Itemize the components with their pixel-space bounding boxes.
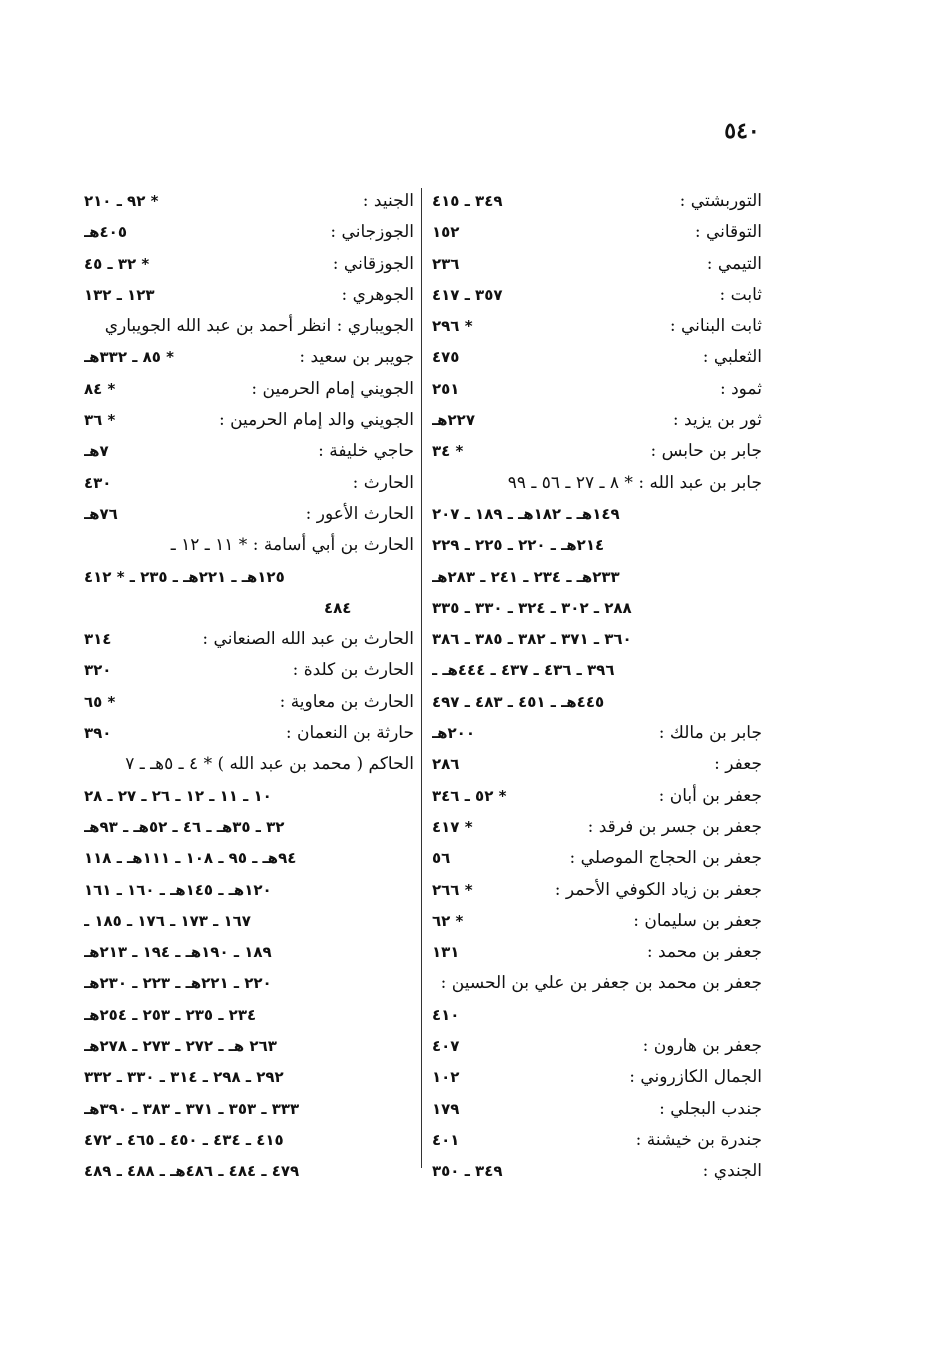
entry-name: جعفر بن محمد بن جعفر بن علي بن الحسين : bbox=[440, 973, 762, 994]
entry-pages: * ٨٤ bbox=[84, 379, 116, 398]
index-entry bbox=[84, 843, 414, 874]
entry-name: جابر بن عبد الله : * ٨ ـ ٢٧ ـ ٥٦ ـ ٩٩ bbox=[507, 472, 762, 493]
index-entry bbox=[432, 311, 762, 342]
entry-pages: * ٢٩٦ bbox=[432, 317, 473, 336]
entry-pages: ٤٨٤ bbox=[324, 598, 352, 617]
entry-name: جعفر بن زياد الكوفي الأحمر : bbox=[554, 879, 762, 900]
index-entry bbox=[432, 186, 762, 217]
index-entry bbox=[84, 1125, 414, 1156]
entry-name: جابر بن مالك : bbox=[658, 723, 762, 744]
entry-pages: * ٤١٧ bbox=[432, 817, 473, 836]
index-entry bbox=[432, 812, 762, 843]
index-entry bbox=[432, 405, 762, 436]
index-entry bbox=[432, 1000, 762, 1031]
index-entry bbox=[84, 749, 414, 780]
entry-pages: * ٣٦ bbox=[84, 411, 116, 430]
entry-pages: ٧٦هـ bbox=[84, 504, 118, 523]
entry-pages: ١٢٥هـ ـ ٢٢١هـ ـ ٢٣٥ ـ * ٤١٢ bbox=[84, 567, 285, 586]
entry-pages: ٢٣٦ bbox=[432, 254, 460, 273]
index-entry bbox=[432, 843, 762, 874]
entry-pages: ٣١٤ bbox=[84, 630, 112, 649]
entry-name: الحارث بن كلدة : bbox=[292, 660, 414, 681]
entry-pages: ٩٤هـ ـ ٩٥ ـ ١٠٨ ـ ١١١هـ ـ ١١٨ bbox=[84, 849, 297, 868]
entry-pages: ٤٠٥هـ bbox=[84, 223, 127, 242]
entry-name: التوربشتي : bbox=[679, 191, 762, 211]
entry-pages: ٢٦٣ هـ ـ ٢٧٢ ـ ٢٧٣ ـ ٢٧٨هـ bbox=[84, 1037, 277, 1056]
index-entry bbox=[84, 1031, 414, 1062]
entry-pages: * ٣٢ ـ ٤٥ bbox=[84, 254, 150, 273]
index-entry bbox=[84, 499, 414, 530]
index-entry bbox=[84, 812, 414, 843]
entry-name: الجنيد : bbox=[362, 191, 414, 211]
index-entry bbox=[84, 906, 414, 937]
entry-name: جعفر بن الحجاج الموصلي : bbox=[569, 848, 762, 869]
entry-name: ثمود : bbox=[719, 378, 762, 399]
index-entry bbox=[84, 875, 414, 906]
index-entry bbox=[84, 249, 414, 280]
index-entry bbox=[432, 1156, 762, 1187]
entry-name: حاجي خليفة : bbox=[318, 441, 414, 462]
entry-name: حارثة بن النعمان : bbox=[285, 723, 414, 744]
entry-pages: ٣٩٠ bbox=[84, 724, 112, 743]
index-entry bbox=[432, 499, 762, 530]
entry-name: الجوهري : bbox=[341, 284, 414, 305]
entry-name: جندب البجلي : bbox=[659, 1098, 762, 1119]
index-entry bbox=[84, 562, 414, 593]
index-entry bbox=[432, 655, 762, 686]
index-entry bbox=[432, 593, 762, 624]
entry-pages: ٢٩٢ ـ ٢٩٨ ـ ٣١٤ ـ ٣٣٠ ـ ٣٣٢ bbox=[84, 1068, 284, 1087]
entry-name: الحارث الأعور : bbox=[305, 503, 414, 524]
entry-name: الجمال الكازروني : bbox=[629, 1067, 762, 1088]
index-entry bbox=[432, 875, 762, 906]
index-entry bbox=[84, 280, 414, 311]
index-entry bbox=[432, 249, 762, 280]
entry-pages: ٤٤٥هـ ـ ٤٥١ ـ ٤٨٣ ـ ٤٩٧ bbox=[432, 692, 605, 711]
entry-pages: ٢٠٠هـ bbox=[432, 724, 475, 743]
entry-pages: ٣٣٣ ـ ٣٥٣ ـ ٣٧١ ـ ٣٨٣ ـ ٣٩٠هـ bbox=[84, 1099, 300, 1118]
index-entry bbox=[432, 1125, 762, 1156]
entry-pages: ٤١٥ ـ ٤٣٤ ـ ٤٥٠ ـ ٤٦٥ ـ ٤٧٢ bbox=[84, 1130, 284, 1149]
index-entry bbox=[432, 718, 762, 749]
entry-name: جعفر بن هارون : bbox=[642, 1036, 762, 1057]
index-entry bbox=[84, 530, 414, 561]
entry-name: جعفر بن أبان : bbox=[658, 785, 762, 806]
index-entry bbox=[432, 342, 762, 373]
index-entry bbox=[84, 436, 414, 467]
entry-pages: ٢٢٠ ـ ٢٢١هـ ـ ٢٢٣ ـ ٢٣٠هـ bbox=[84, 974, 272, 993]
entry-pages: ١٢٠هـ ـ ١٤٥هـ ـ ١٦٠ ـ ١٦١ bbox=[84, 880, 272, 899]
index-entry bbox=[432, 687, 762, 718]
entry-name: جندرة بن خيشنة : bbox=[635, 1129, 762, 1150]
entry-pages: ٣٦٠ ـ ٣٧١ ـ ٣٨٢ ـ ٣٨٥ ـ ٣٨٦ bbox=[432, 630, 632, 649]
index-entry bbox=[84, 186, 414, 217]
index-entry bbox=[432, 530, 762, 561]
entry-pages: * ٦٢ bbox=[432, 911, 464, 930]
index-entry bbox=[432, 1031, 762, 1062]
entry-pages: * ٢٦٦ bbox=[432, 880, 473, 899]
entry-pages: * ٨٥ ـ ٣٣٢هـ bbox=[84, 348, 174, 367]
index-entry bbox=[432, 562, 762, 593]
index-entry bbox=[432, 468, 762, 499]
index-entry bbox=[84, 405, 414, 436]
entry-pages: ٢٨٨ ـ ٣٠٢ ـ ٣٢٤ ـ ٣٣٠ ـ ٣٣٥ bbox=[432, 598, 632, 617]
entry-pages: ٢٢٧هـ bbox=[432, 411, 475, 430]
entry-pages: ٢١٤هـ ـ ٢٢٠ ـ ٢٢٥ ـ ٢٢٩ bbox=[432, 536, 605, 555]
entry-name: الجوزجاني : bbox=[330, 222, 414, 243]
entry-pages: ١٦٧ ـ ١٧٣ ـ ١٧٦ ـ ١٨٥ ـ bbox=[84, 911, 251, 930]
index-entry bbox=[84, 781, 414, 812]
index-entry bbox=[84, 374, 414, 405]
entry-name: الجوزقاني : bbox=[332, 253, 414, 274]
entry-name: التوقاني : bbox=[694, 222, 762, 243]
entry-name: جعفر : bbox=[714, 754, 762, 775]
entry-pages: ٤١٠ bbox=[432, 1005, 460, 1024]
entry-name: جعفر بن جسر بن فرقد : bbox=[587, 816, 762, 837]
entry-pages: ٣٢ ـ ٣٥هـ ـ ٤٦ ـ ٥٢هـ ـ ٩٣هـ bbox=[84, 817, 285, 836]
entry-pages: ٧هـ bbox=[84, 442, 109, 461]
index-entry bbox=[432, 1094, 762, 1125]
entry-name: الثعلبي : bbox=[702, 347, 762, 368]
entry-pages: ١٠٢ bbox=[432, 1068, 460, 1087]
entry-pages: ٤٠٧ bbox=[432, 1037, 460, 1056]
index-entry bbox=[432, 968, 762, 999]
index-entry bbox=[84, 968, 414, 999]
entry-pages: ٣٥٧ ـ ٤١٧ bbox=[432, 285, 503, 304]
index-entry bbox=[432, 906, 762, 937]
entry-pages: * ٩٢ ـ ٢١٠ bbox=[84, 192, 159, 210]
column-divider bbox=[421, 188, 422, 1168]
entry-pages: ٢٨٦ bbox=[432, 755, 460, 774]
entry-name: ثابت البناني : bbox=[669, 316, 762, 337]
entry-pages: ١٧٩ bbox=[432, 1099, 460, 1118]
index-entry bbox=[84, 655, 414, 686]
index-entry bbox=[84, 1000, 414, 1031]
entry-name: الحارث بن معاوية : bbox=[279, 691, 414, 712]
entry-pages: ٤٠١ bbox=[432, 1130, 460, 1149]
page-number: ٥٤٠ bbox=[724, 118, 760, 144]
index-entry bbox=[84, 937, 414, 968]
index-entry bbox=[432, 749, 762, 780]
entry-pages: * ٥٢ ـ ٣٤٦ bbox=[432, 786, 507, 805]
entry-name: الحارث : bbox=[352, 472, 414, 493]
entry-pages: ٣٩٦ ـ ٤٣٦ ـ ٤٣٧ ـ ٤٤٤هـ ـ bbox=[432, 661, 615, 680]
entry-pages: ٤٣٠ bbox=[84, 473, 112, 492]
index-entry bbox=[84, 687, 414, 718]
entry-name: جويبر بن سعيد : bbox=[299, 347, 414, 368]
entry-name: الجويباري : انظر أحمد بن عبد الله الجويباري bbox=[104, 316, 414, 337]
entry-pages: ١٤٩هـ ـ ١٨٢هـ ـ ١٨٩ ـ ٢٠٧ bbox=[432, 504, 620, 523]
entry-pages: ٣٤٩ ـ ٤١٥ bbox=[432, 192, 503, 210]
entry-pages: ٢٥١ bbox=[432, 379, 460, 398]
entry-name: جعفر بن محمد : bbox=[646, 942, 762, 963]
entry-pages: * ٦٥ bbox=[84, 692, 116, 711]
index-entry bbox=[84, 593, 414, 624]
entry-pages: ٣٢٠ bbox=[84, 661, 112, 680]
entry-pages: ٥٦ bbox=[432, 849, 451, 868]
index-column-right bbox=[432, 186, 762, 1188]
index-entry bbox=[432, 781, 762, 812]
index-entry bbox=[432, 280, 762, 311]
entry-name: ثابت : bbox=[719, 284, 762, 305]
index-entry bbox=[432, 937, 762, 968]
entry-name: الحاكم ( محمد بن عبد الله ) * ٤ ـ ٥هـ ـ ٧ bbox=[125, 754, 414, 775]
entry-name: الجويني إمام الحرمين : bbox=[251, 378, 414, 399]
index-entry bbox=[84, 311, 414, 342]
entry-name: الجويني والد إمام الحرمين : bbox=[218, 410, 414, 431]
entry-pages: ٤٧٥ bbox=[432, 348, 460, 367]
entry-name: ثور بن يزيد : bbox=[672, 410, 762, 431]
entry-name: جابر بن حابس : bbox=[650, 441, 762, 462]
index-column-left bbox=[84, 186, 414, 1188]
entry-name: الحارث بن أبي أسامة : * ١١ ـ ١٢ ـ bbox=[170, 535, 414, 556]
entry-name: جعفر بن سليمان : bbox=[633, 910, 762, 931]
entry-name: الجندي : bbox=[702, 1161, 762, 1182]
entry-name: الحارث بن عبد الله الصنعاني : bbox=[202, 629, 414, 650]
index-entry bbox=[84, 1062, 414, 1093]
index-entry bbox=[432, 436, 762, 467]
index-entry bbox=[84, 1094, 414, 1125]
entry-pages: ١٨٩ ـ ١٩٠هـ ـ ١٩٤ ـ ٢١٣هـ bbox=[84, 943, 272, 962]
index-entry bbox=[84, 624, 414, 655]
index-entry bbox=[84, 1156, 414, 1187]
index-entry bbox=[84, 718, 414, 749]
entry-pages: ١٠ ـ ١١ ـ ١٢ ـ ٢٦ ـ ٢٧ ـ ٢٨ bbox=[84, 786, 272, 805]
index-entry bbox=[84, 468, 414, 499]
entry-pages: ١٣١ bbox=[432, 943, 460, 962]
entry-name: التيمي : bbox=[706, 253, 762, 274]
index-entry bbox=[432, 374, 762, 405]
entry-pages: ٤٧٩ ـ ٤٨٤ ـ ٤٨٦هـ ـ ٤٨٨ ـ ٤٨٩ bbox=[84, 1162, 300, 1181]
index-entry bbox=[432, 217, 762, 248]
entry-pages: ٢٣٤ ـ ٢٣٥ ـ ٢٥٣ ـ ٢٥٤هـ bbox=[84, 1005, 257, 1024]
entry-pages: ١٥٢ bbox=[432, 223, 460, 242]
entry-pages: ١٢٣ ـ ١٣٢ bbox=[84, 285, 155, 304]
index-entry bbox=[432, 624, 762, 655]
entry-pages: ٣٤٩ ـ ٣٥٠ bbox=[432, 1162, 503, 1181]
entry-pages: ٢٣٣هـ ـ ٢٣٤ ـ ٢٤١ ـ ٢٨٣هـ bbox=[432, 567, 620, 586]
index-entry bbox=[84, 342, 414, 373]
index-entry bbox=[84, 217, 414, 248]
entry-pages: * ٣٤ bbox=[432, 442, 464, 461]
index-entry bbox=[432, 1062, 762, 1093]
